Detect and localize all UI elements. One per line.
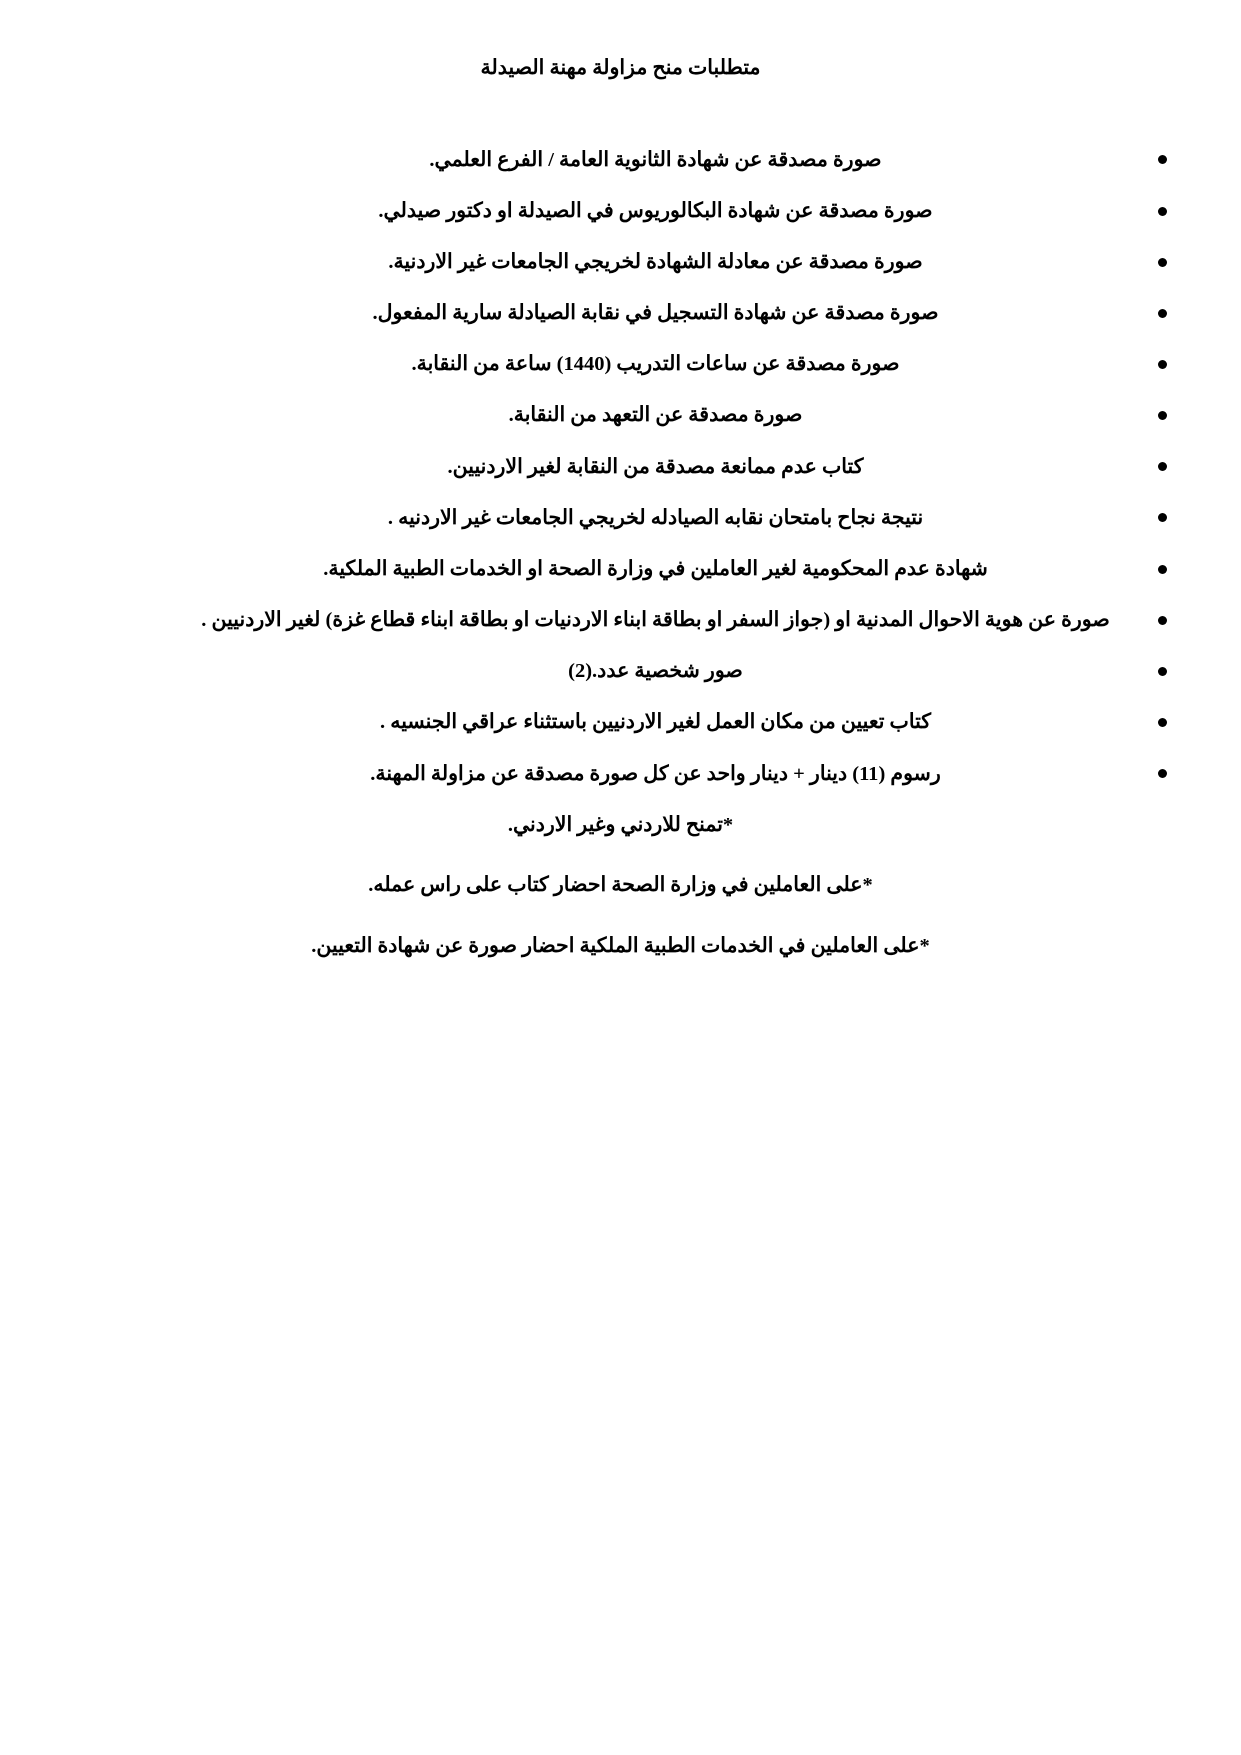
list-item xyxy=(110,759,1131,790)
requirements-list xyxy=(110,145,1131,790)
note-text: *تمنح للاردني وغير الاردني. xyxy=(507,813,734,836)
title-spacer xyxy=(110,83,1131,145)
list-item-text: صورة مصدقة عن شهادة الثانوية العامة / الفرع العلمي. xyxy=(429,148,882,171)
list-item-text: كتاب تعيين من مكان العمل لغير الاردنيين باستثناء عراقي الجنسيه . xyxy=(379,711,932,734)
bullet-icon xyxy=(1158,718,1167,727)
note-text: *على العاملين في وزارة الصحة احضار كتاب على راس عمله. xyxy=(368,874,873,897)
bullet-icon xyxy=(1158,616,1167,625)
bullet-icon xyxy=(1158,565,1167,574)
bullet-icon xyxy=(1158,360,1167,369)
list-item xyxy=(110,503,1131,534)
bullet-icon xyxy=(1158,513,1167,522)
list-item xyxy=(110,656,1131,687)
list-item-text: صورة مصدقة عن شهادة البكالوريوس في الصيدلة او دكتور صيدلي. xyxy=(378,199,933,222)
list-item-text: صورة عن هوية الاحوال المدنية او (جواز السفر او بطاقة ابناء الاردنيات او بطاقة ابناء قطاع غزة) لغير الاردنيين . xyxy=(201,609,1110,632)
list-item xyxy=(110,554,1131,585)
list-item xyxy=(110,605,1131,636)
bullet-icon xyxy=(1158,258,1167,267)
list-item xyxy=(110,196,1131,227)
bullet-icon xyxy=(1158,667,1167,676)
bullet-icon xyxy=(1158,411,1167,420)
list-item xyxy=(110,400,1131,431)
list-item xyxy=(110,707,1131,738)
bullet-icon xyxy=(1158,207,1167,216)
list-item xyxy=(110,298,1131,329)
bullet-icon xyxy=(1158,769,1167,778)
notes-section xyxy=(110,810,1131,962)
list-item xyxy=(110,349,1131,380)
page-title: متطلبات منح مزاولة مهنة الصيدلة xyxy=(480,57,761,79)
list-item xyxy=(110,452,1131,483)
list-item-text: صورة مصدقة عن شهادة التسجيل في نقابة الصيادلة سارية المفعول. xyxy=(372,302,939,325)
list-item-text: صورة مصدقة عن التعهد من النقابة. xyxy=(508,404,803,427)
list-item xyxy=(110,247,1131,278)
list-item-text: كتاب عدم ممانعة مصدقة من النقابة لغير الاردنيين. xyxy=(447,455,864,478)
list-item-text: صورة مصدقة عن معادلة الشهادة لخريجي الجامعات غير الاردنية. xyxy=(388,251,923,273)
bullet-icon xyxy=(1158,309,1167,318)
bullet-icon xyxy=(1158,462,1167,471)
list-item-text: رسوم (11) دينار + دينار واحد عن كل صورة مصدقة عن مزاولة المهنة. xyxy=(370,762,941,785)
note-text: *على العاملين في الخدمات الطبية الملكية احضار صورة عن شهادة التعيين. xyxy=(311,935,930,958)
list-item xyxy=(110,145,1131,176)
list-item-text: شهادة عدم المحكومية لغير العاملين في وزارة الصحة او الخدمات الطبية الملكية. xyxy=(323,557,988,580)
list-item-text: نتيجة نجاح بامتحان نقابه الصيادله لخريجي الجامعات غير الاردنيه . xyxy=(387,506,924,529)
bullet-icon xyxy=(1158,155,1167,164)
list-item-text: صورة مصدقة عن ساعات التدريب (1440) ساعة من النقابة. xyxy=(411,353,900,376)
list-item-text: صور شخصية عدد.(2) xyxy=(568,660,743,683)
